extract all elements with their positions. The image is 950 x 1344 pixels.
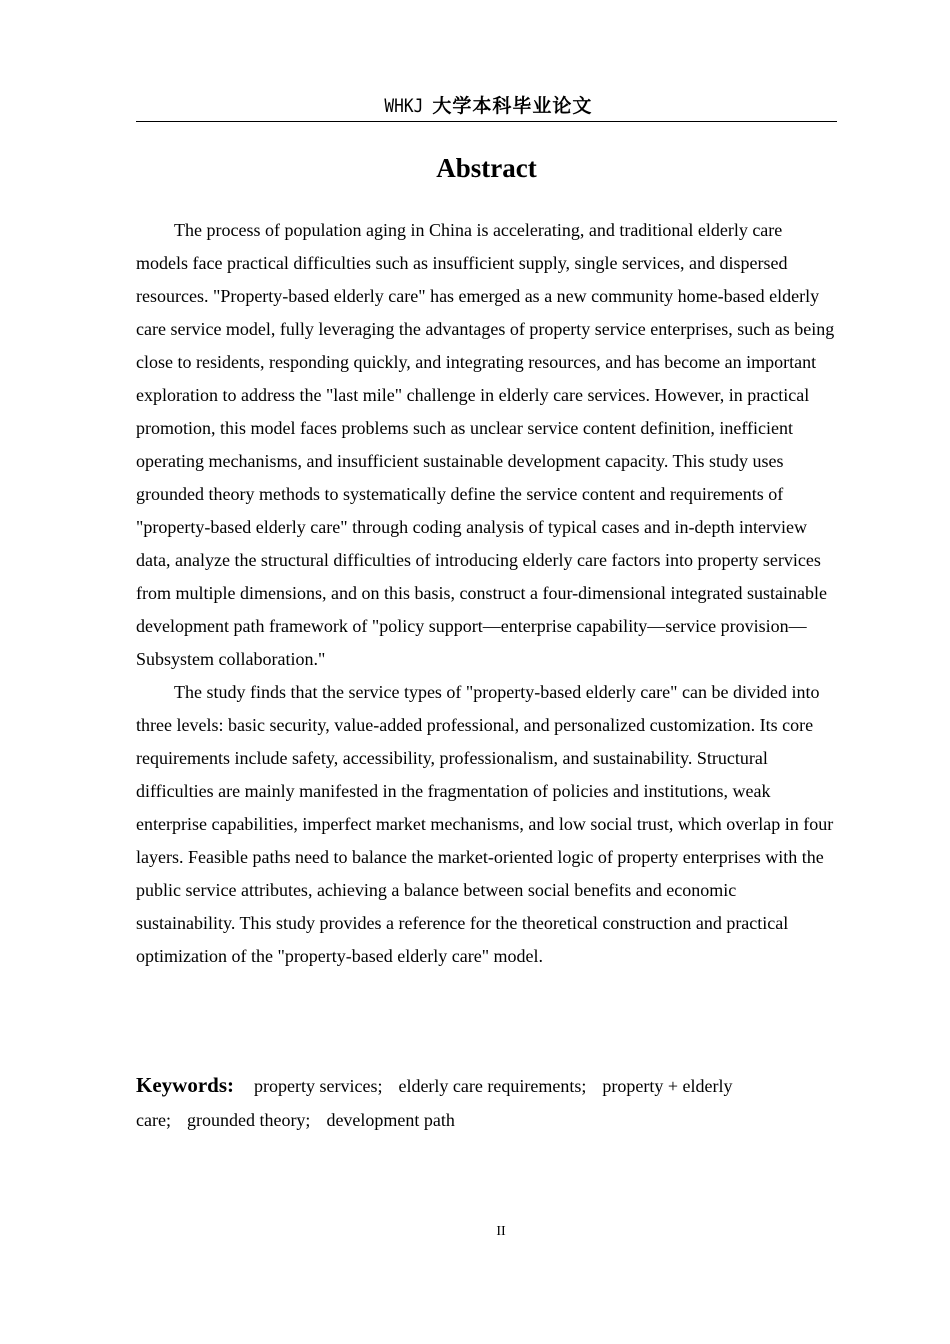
abstract-paragraph-2: The study finds that the service types of "property-based elderly care" can be divided into three levels: basic security, value-added professional, and personalized customization. Its core requirements include safety, accessibility, professionalism, and sustainability. Structural difficulties are mainly manifested in the fragmentation of policies and institutions, weak enterprise capabilities, imperfect market mechanisms, and low social trust, which overlap in four layers. Feasible paths need to balance the market-oriented logic of property enterprises with the public service attributes, achieving a balance between social benefits and economic sustainability. This study provides a reference for the theoretical construction and practical optimization of the "property-based elderly care" model. bbox=[136, 682, 834, 966]
keywords-label: Keywords: bbox=[136, 1073, 234, 1097]
keyword-item: grounded theory; bbox=[186, 1110, 311, 1130]
abstract-title: Abstract bbox=[436, 153, 537, 183]
page-number: II bbox=[496, 1224, 506, 1239]
keyword-item: property + elderly care; bbox=[136, 1076, 733, 1130]
abstract-paragraph-1: The process of population aging in China is accelerating, and traditional elderly care models face practical difficulties such as insufficient supply, single services, and dispersed resources. "Property-based elderly care" has emerged as a new community home-based elderly care service model, fully leveraging the advantages of property service enterprises, such as being close to residents, responding quickly, and integrating resources, and has become an important exploration to address the "last mile" challenge in elderly care services. However, in practical promotion, this model faces problems such as unclear service content definition, inefficient operating mechanisms, and insufficient sustainable development capacity. This study uses grounded theory methods to systematically define the service content and requirements of "property-based elderly care" through coding analysis of typical cases and in-depth interview data, analyze the structural difficulties of introducing elderly care factors into property services from multiple dimensions, and on this basis, construct a four-dimensional integrated sustainable development path framework of "policy support—enterprise capability—service provision—Subsystem collaboration." bbox=[136, 220, 835, 669]
keyword-item: development path bbox=[326, 1110, 455, 1130]
keywords-section bbox=[136, 1068, 837, 1137]
running-header bbox=[136, 92, 837, 122]
abstract-body bbox=[136, 214, 837, 973]
header-university-code: WHKJ bbox=[384, 95, 423, 117]
header-thesis-label: 大学本科毕业论文 bbox=[432, 95, 593, 117]
keyword-item: elderly care requirements; bbox=[398, 1076, 587, 1096]
keyword-item: property services; bbox=[254, 1076, 383, 1096]
